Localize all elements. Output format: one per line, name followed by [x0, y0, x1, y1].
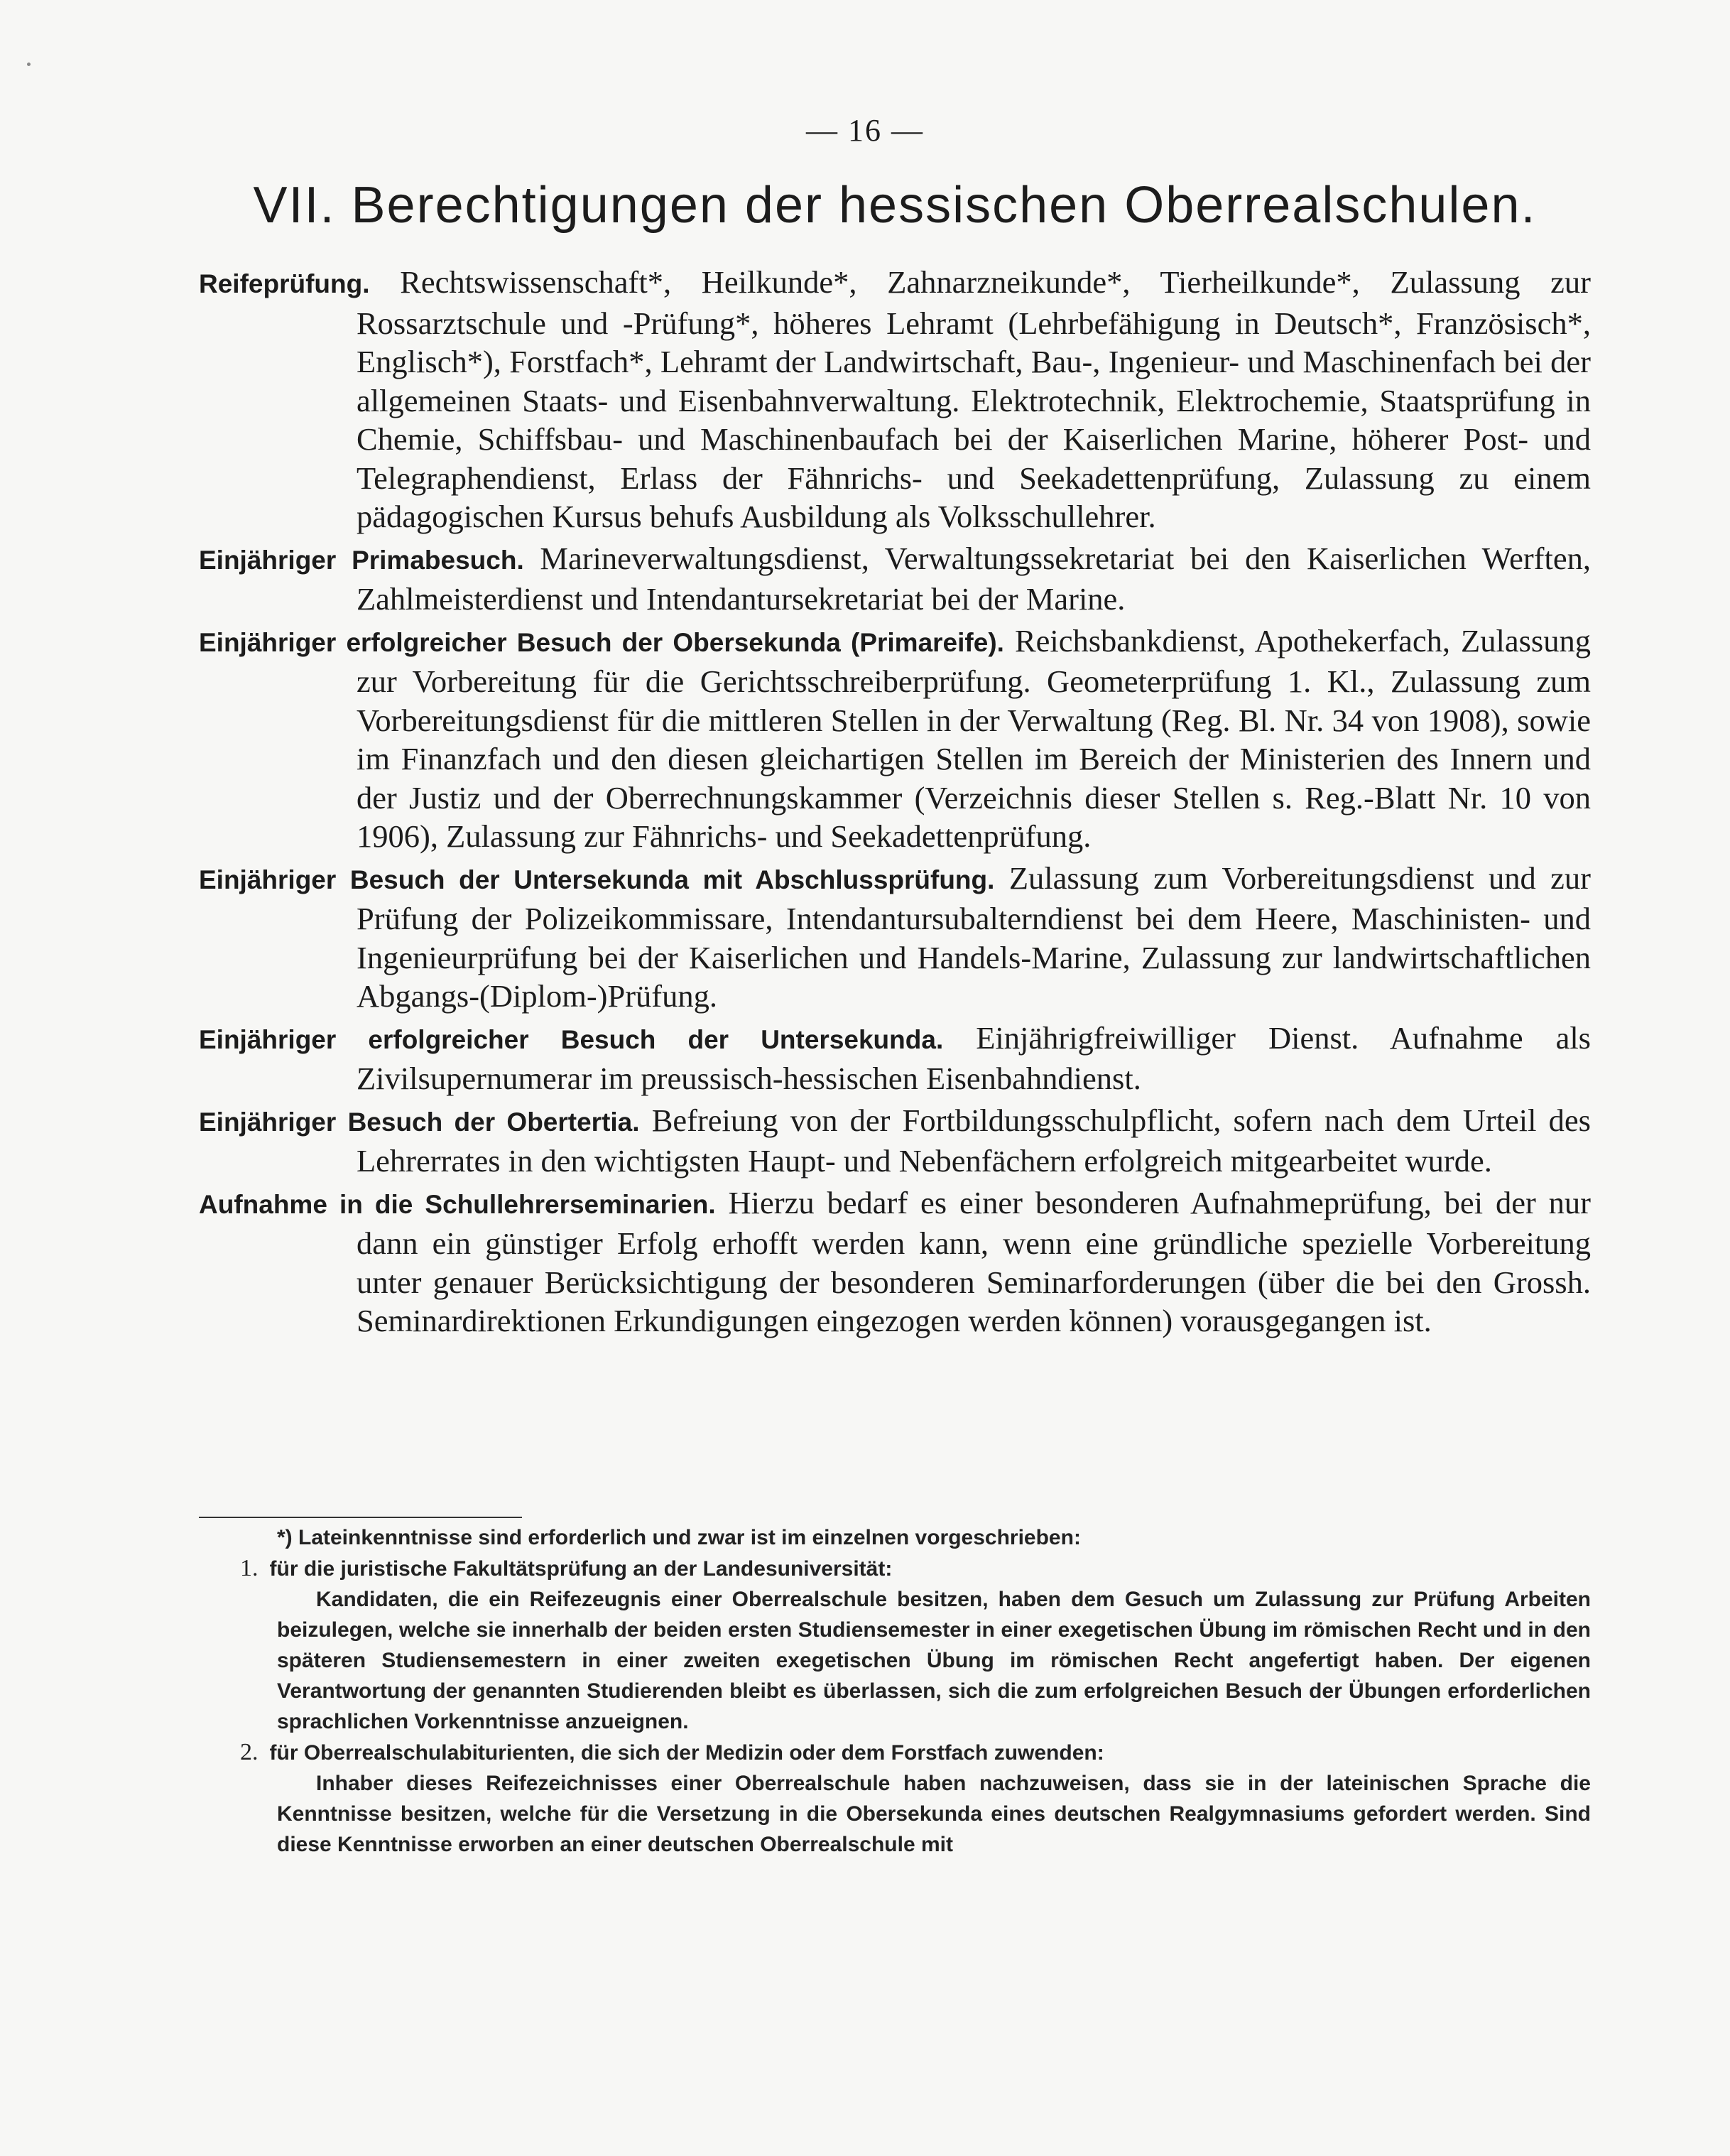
footnotes [199, 1522, 1591, 1860]
footnote-intro: *) Lateinkenntnisse sind erforderlich und zwar ist im einzelnen vorgeschrieben: [277, 1526, 1081, 1549]
entry-label: Einjähriger Besuch der Obertertia. [199, 1107, 640, 1137]
entry-label: Aufnahme in die Schullehrerseminarien. [199, 1189, 716, 1219]
paper-speck [27, 63, 31, 66]
footnote-item-number: 1. [240, 1555, 259, 1581]
entry-text: Befreiung von der Fortbildungsschulpflicht, sofern nach dem Urteil des Lehrerrates in den wichtigsten Haupt- und Nebenfächern erfolgreich mitgearbeitet wurde. [357, 1102, 1592, 1179]
entry-label: Einjähriger erfolgreicher Besuch der Untersekunda. [199, 1024, 944, 1054]
entry-untersekunda-abschluss [199, 859, 1591, 1016]
entry-obertertia [199, 1101, 1591, 1181]
entry-label: Einjähriger Primabesuch. [199, 545, 524, 575]
entitlements-list [199, 263, 1591, 1343]
entry-text: Rechtswissenschaft*, Heilkunde*, Zahnarzneikunde*, Tierheilkunde*, Zulassung zur Rossarztschule und -Prüfung*, höheres Lehramt (Lehrbefähigung in Deutsch*, Französisch*, Englisch*), Forstfach*, Lehramt der Landwirtschaft, Bau-, Ingenieur- und Maschinenfach bei der allgemeinen Staats- und Eisenbahnverwaltung. Elektrotechnik, Elektrochemie, Staatsprüfung in Chemie, Schiffsbau- und Maschinenbaufach bei der Kaiserlichen Marine, höherer Post- und Telegraphendienst, Erlass der Fähnrichs- und Seekadettenprüfung, Zulassung zu einem pädagogischen Kursus behufs Ausbildung als Volksschullehrer. [357, 264, 1591, 534]
entry-reifepruefung [199, 263, 1591, 536]
footnote-item-title: für die juristische Fakultätsprüfung an der Landesuniversität: [269, 1557, 893, 1581]
footnote-separator [199, 1517, 522, 1518]
footnote-item-text: Inhaber dieses Reifezeichnisses einer Oberrealschule haben nachzuweisen, dass sie in der lateinischen Sprache die Kenntnisse besitzen, welche für die Versetzung in die Obersekunda eines deutschen Realgymnasiums gefordert werden. Sind diese Kenntnisse erworben an einer deutschen Oberrealschule mit [277, 1772, 1591, 1856]
footnote-item [199, 1737, 1591, 1860]
entry-label: Reifeprüfung. [199, 269, 370, 298]
entry-text: Marineverwaltungsdienst, Verwaltungssekretariat bei den Kaiserlichen Werften, Zahlmeisterdienst und Intendantursekretariat bei der Marine. [357, 540, 1591, 617]
entry-primabesuch [199, 539, 1591, 619]
footnote-item-text: Kandidaten, die ein Reifezeugnis einer Oberrealschule besitzen, haben dem Gesuch um Zulassung zur Prüfung Arbeiten beizulegen, welche sie innerhalb der beiden ersten Studiensemester in einer exegetischen Übung im römischen Recht und in den späteren Studiensemestern in einer zweiten exegetischen Übung im römischen Recht angefertigt haben. Der eigenen Verantwortung der genannten Studierenden bleibt es überlassen, sich die zum erfolgreichen Besuch der Übungen erforderlichen sprachlichen Vorkenntnisse anzueignen. [277, 1588, 1591, 1733]
footnote-item [199, 1553, 1591, 1737]
section-title: VII. Berechtigungen der hessischen Oberrealschulen. [253, 177, 1537, 234]
entry-text: Hierzu bedarf es einer besonderen Aufnahmeprüfung, bei der nur dann ein günstiger Erfolg erhofft werden kann, wenn eine gründliche spezielle Vorbereitung unter genauer Berücksichtigung der besonderen Seminarforderungen (über die bei den Grossh. Seminardirektionen Erkundigungen eingezogen werden können) vorausgegangen ist. [357, 1184, 1591, 1338]
entry-schullehrerseminarien [199, 1183, 1591, 1340]
entry-label: Einjähriger erfolgreicher Besuch der Obersekunda (Primareife). [199, 627, 1004, 657]
entry-label: Einjähriger Besuch der Untersekunda mit Abschlussprüfung. [199, 865, 995, 894]
footnote-item-heading [240, 1553, 1591, 1584]
footnote-item-heading [240, 1737, 1591, 1768]
entry-text: Reichsbankdienst, Apothekerfach, Zulassung zur Vorbereitung für die Gerichtsschreiberprüfung. Geometerprüfung 1. Kl., Zulassung zum Vorbereitungsdienst für die mittleren Stellen in der Verwaltung (Reg. Bl. Nr. 34 von 1908), sowie im Finanzfach und den diesen gleichartigen Stellen im Bereich der Ministerien des Innern und der Justiz und der Oberrechnungskammer (Verzeichnis dieser Stellen s. Reg.-Blatt Nr. 10 von 1906), Zulassung zur Fähnrichs- und Seekadettenprüfung. [357, 622, 1591, 854]
entry-untersekunda [199, 1019, 1591, 1098]
footnote-item-title: für Oberrealschulabiturienten, die sich der Medizin oder dem Forstfach zuwenden: [269, 1741, 1104, 1765]
entry-obersekunda [199, 622, 1591, 856]
entry-text: Einjährigfreiwilliger Dienst. Aufnahme als Zivilsupernumerar im preussisch-hessischen Eisenbahndienst. [357, 1019, 1591, 1096]
entry-text: Zulassung zum Vorbereitungsdienst und zur Prüfung der Polizeikommissare, Intendantursubalterndienst bei dem Heere, Maschinisten- und Ingenieurprüfung bei der Kaiserlichen und Handels-Marine, Zulassung zur landwirtschaftlichen Abgangs-(Diplom-)Prüfung. [357, 860, 1592, 1014]
footnote-item-number: 2. [240, 1739, 259, 1765]
page-number: — 16 — [806, 113, 924, 148]
